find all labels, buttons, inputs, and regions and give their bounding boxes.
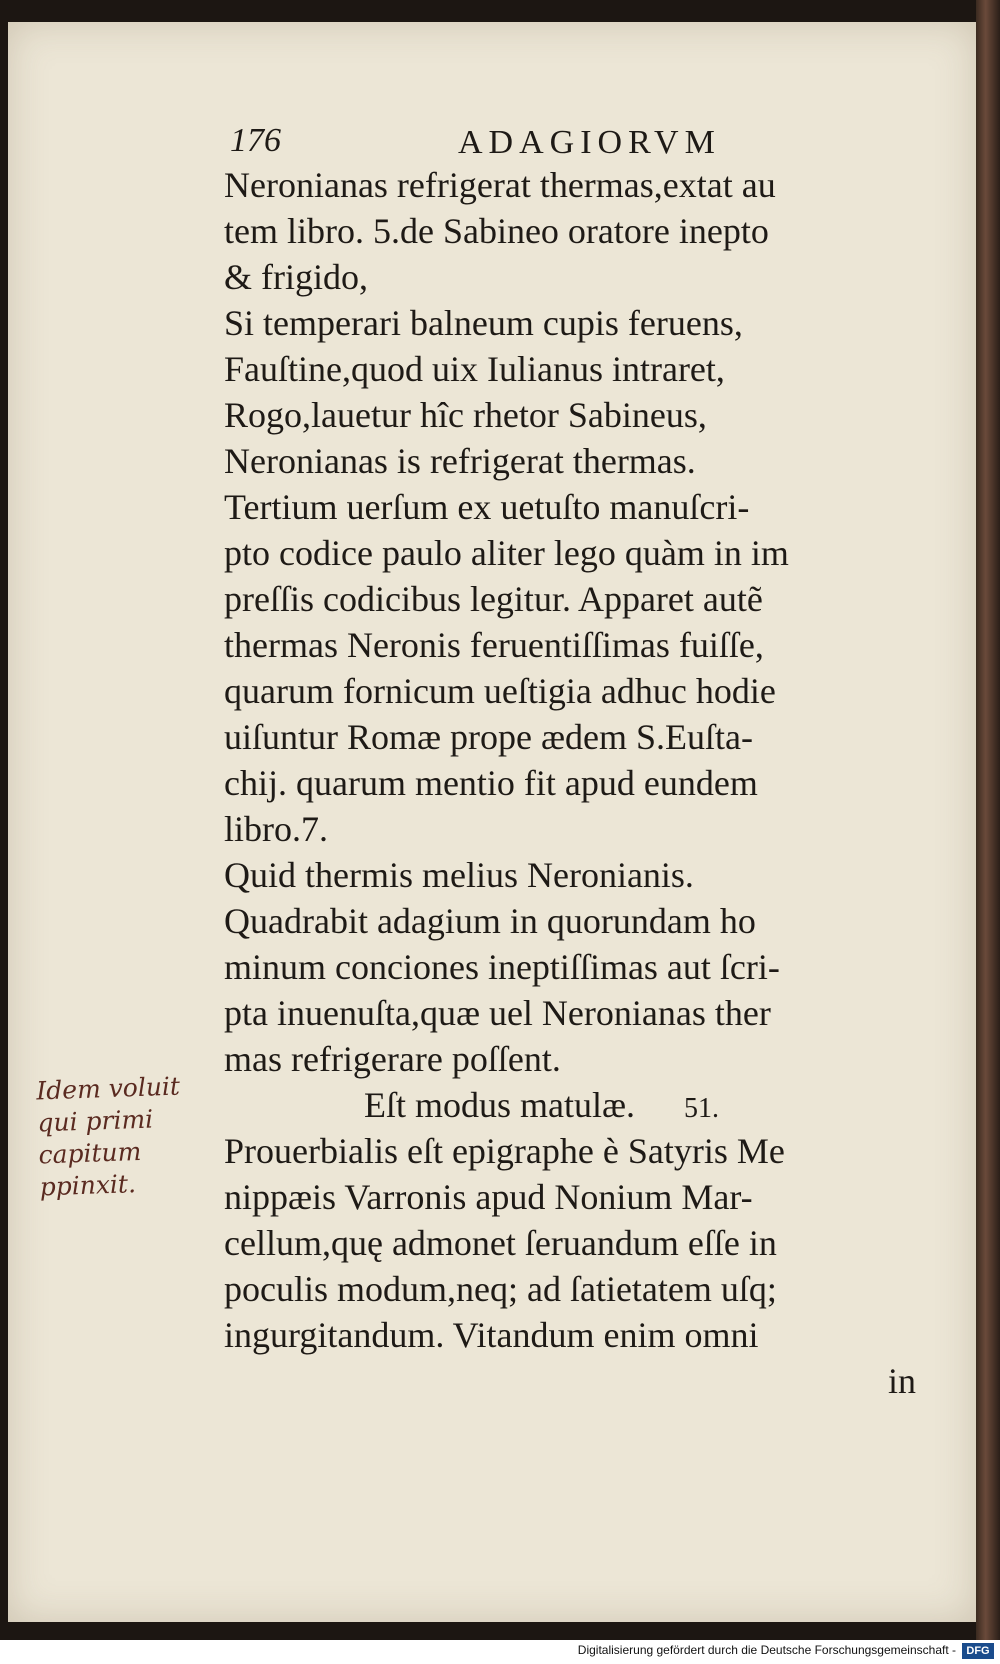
margin-note-line: capitum xyxy=(38,1136,142,1170)
book-page xyxy=(8,22,976,1622)
text-line: Quid thermis melius Neronianis. xyxy=(224,855,694,895)
footer-bar xyxy=(0,1640,1000,1664)
text-block xyxy=(224,162,924,1404)
text-line: pto codice paulo aliter lego quàm in im xyxy=(224,533,789,573)
catchword: in xyxy=(887,1361,916,1401)
text-line: tem libro. 5.de Sabineo oratore inepto xyxy=(224,211,769,251)
text-line: quarum fornicum ueſtigia adhuc hodie xyxy=(224,671,776,711)
handwritten-margin-note xyxy=(36,1069,240,1204)
text-line: Neronianas refrigerat thermas,extat au xyxy=(224,165,776,205)
text-line: mas refrigerare poſſent. xyxy=(224,1039,561,1079)
margin-note-line: ppinxit. xyxy=(39,1169,137,1202)
text-line: Rogo,lauetur hîc rhetor Sabineus, xyxy=(224,395,707,435)
footer-credit: Digitalisierung gefördert durch die Deutsche Forschungsgemeinschaft - xyxy=(577,1643,956,1657)
text-line: & frigido, xyxy=(224,257,368,297)
dfg-logo: DFG xyxy=(962,1643,994,1659)
book-edge xyxy=(976,0,1000,1664)
text-line: ingurgitandum. Vitandum enim omni xyxy=(224,1315,759,1355)
text-line: Tertium uerſum ex uetuſto manuſcri- xyxy=(224,487,750,527)
text-line: Neronianas is refrigerat thermas. xyxy=(224,441,696,481)
text-line: Si temperari balneum cupis feruens, xyxy=(224,303,743,343)
section-number: 51. xyxy=(684,1093,720,1124)
text-line: Quadrabit adagium in quorundam ho xyxy=(224,901,756,941)
text-line: Prouerbialis eſt epigraphe è Satyris Me xyxy=(224,1131,785,1171)
page-number: 176 xyxy=(230,122,281,159)
text-line: cellum,quę admonet ſeruandum eſſe in xyxy=(224,1223,777,1263)
text-line: thermas Neronis feruentiſſimas fuiſſe, xyxy=(224,625,764,665)
running-head: ADAGIORVM xyxy=(458,124,721,161)
section-heading xyxy=(224,1082,924,1128)
text-line: preſſis codicibus legitur. Apparet autẽ xyxy=(224,579,763,619)
text-line: minum conciones ineptiſſimas aut ſcri- xyxy=(224,947,780,987)
text-line: uiſuntur Romæ prope ædem S.Euſta- xyxy=(224,717,753,757)
margin-note-line: qui primi xyxy=(36,1104,154,1138)
text-line: nippæis Varronis apud Nonium Mar- xyxy=(224,1177,753,1217)
page-header xyxy=(230,122,910,166)
text-line: libro.7. xyxy=(224,809,328,849)
text-line: Fauſtine,quod uix Iulianus intraret, xyxy=(224,349,725,389)
margin-note-line: Idem voluit xyxy=(35,1071,181,1106)
text-line: poculis modum,neq; ad ſatietatem uſq; xyxy=(224,1269,777,1309)
text-line: chij. quarum mentio fit apud eundem xyxy=(224,763,758,803)
section-title: Eſt modus matulæ. xyxy=(364,1085,636,1125)
text-line: pta inuenuſta,quæ uel Neronianas ther xyxy=(224,993,771,1033)
